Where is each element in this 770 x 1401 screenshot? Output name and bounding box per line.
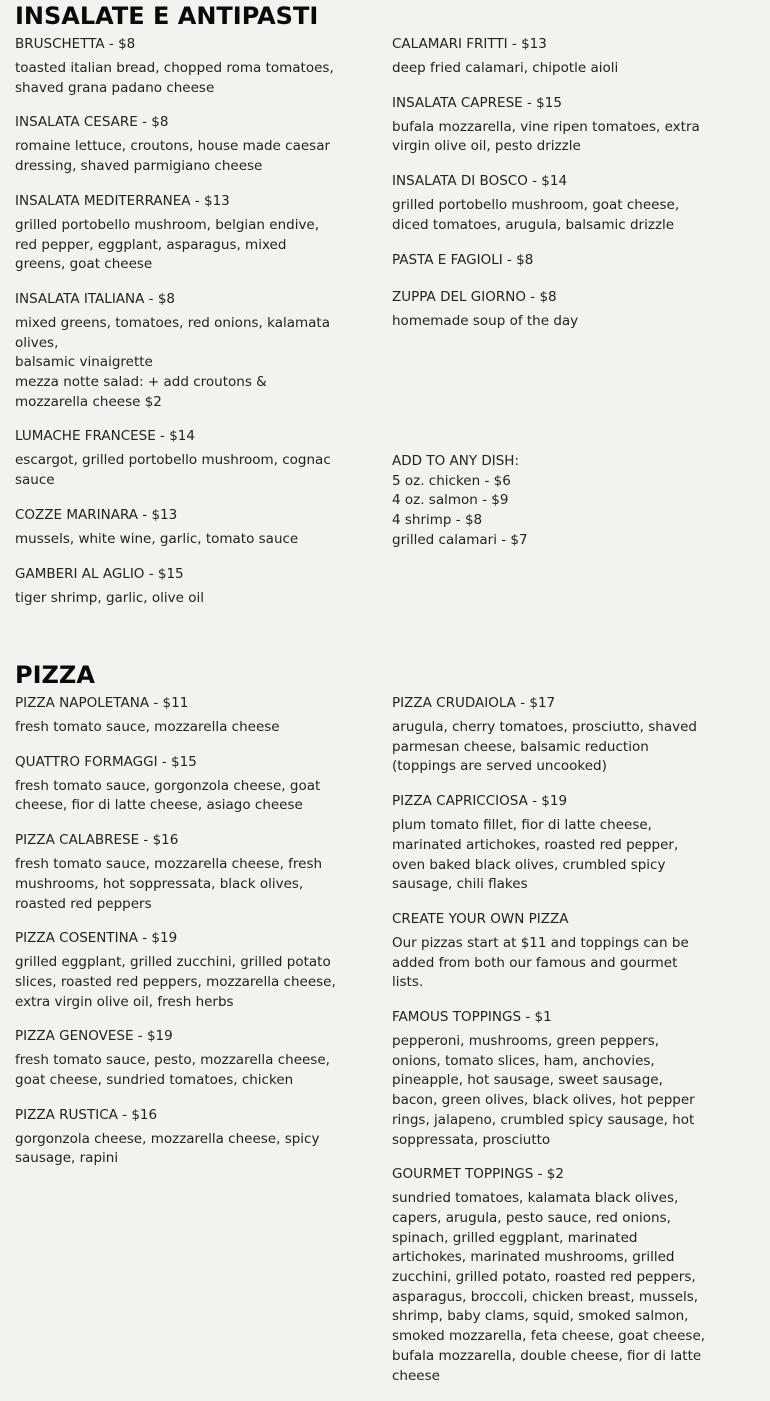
item-name: INSALATA CESARE - $8 <box>15 114 169 131</box>
item-name: PIZZA CALABRESE - $16 <box>15 832 179 849</box>
menu-item <box>15 831 340 914</box>
item-name: PASTA E FAGIOLI - $8 <box>392 251 534 268</box>
item-name: INSALATA MEDITERRANEA - $13 <box>15 192 230 209</box>
menu-item <box>392 1008 712 1150</box>
menu-item <box>15 929 340 1012</box>
item-description: grilled eggplant, grilled zucchini, grilled potato slices, roasted red peppers, mozzarella cheese, extra virgin olive oil, fresh herbs <box>15 954 336 1010</box>
item-name: QUATTRO FORMAGGI - $15 <box>15 753 197 770</box>
item-description: Our pizzas start at $11 and toppings can be added from both our famous and gourmet lists. <box>392 934 689 991</box>
item-description: toasted italian bread, chopped roma tomatoes, shaved grana padano cheese <box>15 60 334 96</box>
menu-item <box>15 290 340 413</box>
menu-item <box>15 753 340 816</box>
menu-item <box>15 506 340 550</box>
item-name: GOURMET TOPPINGS - $2 <box>392 1166 564 1183</box>
item-description: mixed greens, tomatoes, red onions, kalamata olives, balsamic vinaigrette mezza notte salad: + add croutons & mozzarella cheese $2 <box>15 314 330 410</box>
menu-item <box>15 1106 340 1169</box>
item-description: mussels, white wine, garlic, tomato sauce <box>15 530 299 547</box>
add-to-any-dish <box>392 452 528 551</box>
item-name: INSALATA ITALIANA - $8 <box>15 290 175 307</box>
item-description: bufala mozzarella, vine ripen tomatoes, extra virgin olive oil, pesto drizzle <box>392 118 700 155</box>
right-column <box>392 694 712 1401</box>
item-description: deep fried calamari, chipotle aioli <box>392 60 619 76</box>
item-description: grilled portobello mushroom, belgian endive, red pepper, eggplant, asparagus, mixed greens, goat cheese <box>15 216 320 273</box>
item-description: plum tomato fillet, fior di latte cheese, marinated artichokes, roasted red pepper, oven baked black olives, crumbled spicy sausage, chili flakes <box>392 817 679 893</box>
menu-item <box>15 1027 340 1090</box>
section-title: PIZZA <box>15 661 95 689</box>
menu-item <box>15 565 340 609</box>
item-name: CALAMARI FRITTI - $13 <box>392 36 547 52</box>
item-name: INSALATA DI BOSCO - $14 <box>392 173 568 190</box>
section-insalate-antipasti <box>15 2 770 606</box>
menu-item <box>15 694 340 738</box>
item-description: grilled portobello mushroom, goat cheese, diced tomatoes, arugula, balsamic drizzle <box>392 197 680 233</box>
menu-item <box>392 94 712 157</box>
menu-item <box>392 792 712 895</box>
addon-line: grilled calamari - $7 <box>392 531 528 548</box>
menu-item <box>392 910 712 993</box>
menu-item <box>392 288 712 332</box>
item-description: fresh tomato sauce, mozzarella cheese <box>15 719 280 735</box>
addon-line: 4 shrimp - $8 <box>392 512 483 529</box>
item-name: CREATE YOUR OWN PIZZA <box>392 910 569 927</box>
menu-item <box>392 172 712 235</box>
item-description: fresh tomato sauce, pesto, mozzarella cheese, goat cheese, sundried tomatoes, chicken <box>15 1052 330 1089</box>
item-description: romaine lettuce, croutons, house made caesar dressing, shaved parmigiano cheese <box>15 138 331 175</box>
menu-item <box>392 694 712 777</box>
menu-item <box>15 113 340 176</box>
menu-item <box>392 35 712 79</box>
item-name: COZZE MARINARA - $13 <box>15 506 178 523</box>
item-name: PIZZA CRUDAIOLA - $17 <box>392 695 556 711</box>
section-pizza <box>15 661 770 1384</box>
section-title: INSALATE E ANTIPASTI <box>15 2 319 30</box>
menu-item <box>15 192 340 275</box>
item-description: sundried tomatoes, kalamata black olives, capers, arugula, pesto sauce, red onions, spinach, grilled eggplant, marinated artichokes, marinated mushrooms, grilled zucchini, grilled potato, roasted red peppers, asparagus, broccoli, chicken breast, mussels, shrimp, baby clams, squid, smoked salmon, smoked mozzarella, feta cheese, goat cheese, bufala mozzarella, double cheese, fior di latte cheese <box>392 1190 706 1384</box>
addon-heading: ADD TO ANY DISH: <box>392 453 519 469</box>
item-name: FAMOUS TOPPINGS - $1 <box>392 1009 552 1026</box>
item-description: fresh tomato sauce, gorgonzola cheese, goat cheese, fior di latte cheese, asiago cheese <box>15 777 321 814</box>
item-name: PIZZA RUSTICA - $16 <box>15 1106 158 1123</box>
item-description: homemade soup of the day <box>392 312 579 329</box>
item-description: fresh tomato sauce, mozzarella cheese, fresh mushrooms, hot soppressata, black olives, roasted red peppers <box>15 856 323 912</box>
item-name: BRUSCHETTA - $8 <box>15 36 136 52</box>
left-column <box>15 694 340 1184</box>
item-name: ZUPPA DEL GIORNO - $8 <box>392 288 557 305</box>
item-description: arugula, cherry tomatoes, prosciutto, shaved parmesan cheese, balsamic reduction (toppings are served uncooked) <box>392 719 697 775</box>
menu-item <box>392 251 712 269</box>
menu-item <box>392 1165 712 1386</box>
item-name: LUMACHE FRANCESE - $14 <box>15 428 195 445</box>
item-name: PIZZA GENOVESE - $19 <box>15 1028 173 1045</box>
menu-item <box>15 35 340 98</box>
item-description: escargot, grilled portobello mushroom, cognac sauce <box>15 452 331 489</box>
item-name: INSALATA CAPRESE - $15 <box>392 94 562 111</box>
item-description: gorgonzola cheese, mozzarella cheese, spicy sausage, rapini <box>15 1130 320 1167</box>
addon-line: 4 oz. salmon - $9 <box>392 492 509 509</box>
left-column <box>15 35 340 623</box>
right-column <box>392 35 712 548</box>
menu-item <box>15 427 340 490</box>
item-name: PIZZA CAPRICCIOSA - $19 <box>392 793 568 810</box>
item-description: tiger shrimp, garlic, olive oil <box>15 589 204 606</box>
item-name: PIZZA COSENTINA - $19 <box>15 930 178 947</box>
item-description: pepperoni, mushrooms, green peppers, onions, tomato slices, ham, anchovies, pineapple, hot sausage, sweet sausage, bacon, green olives, black olives, hot pepper rings, jalapeno, crumbled spicy sausage, hot soppressata, prosciutto <box>392 1033 695 1148</box>
item-name: GAMBERI AL AGLIO - $15 <box>15 565 184 582</box>
addon-line: 5 oz. chicken - $6 <box>392 472 511 489</box>
item-name: PIZZA NAPOLETANA - $11 <box>15 695 189 711</box>
